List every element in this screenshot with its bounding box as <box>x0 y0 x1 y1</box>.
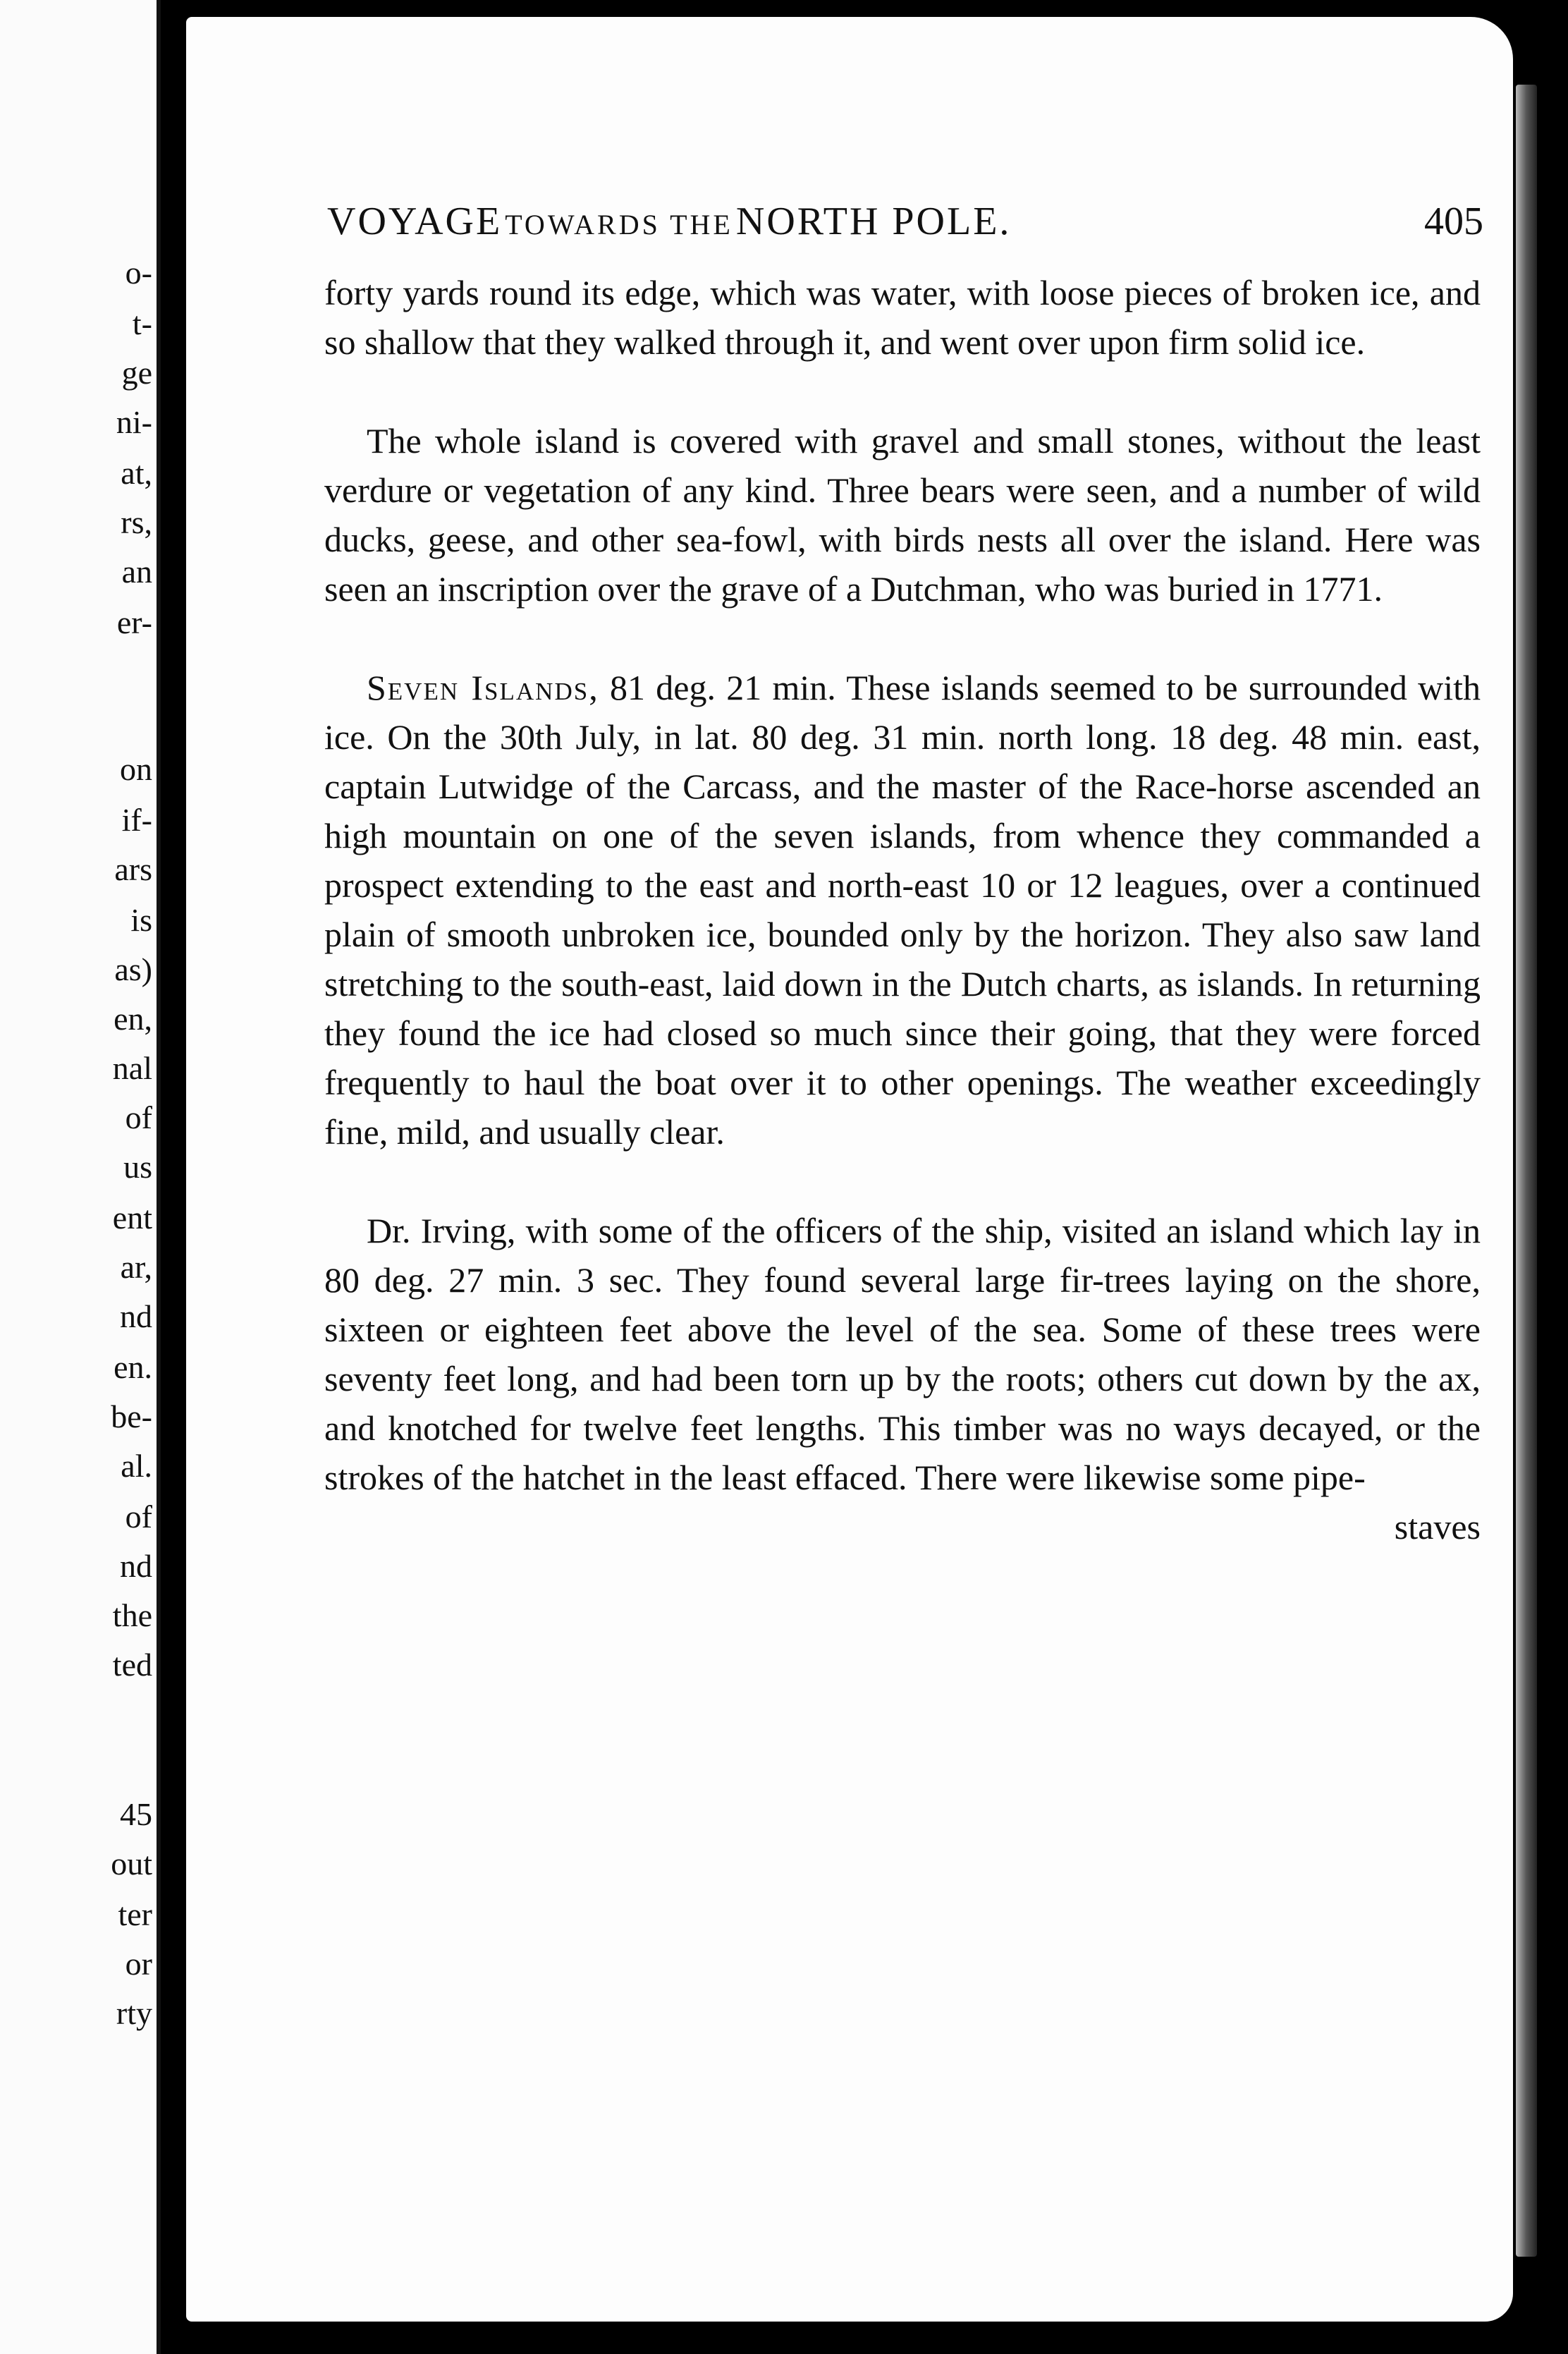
left-fragment: er- <box>116 604 152 640</box>
left-fragment: is <box>130 902 152 938</box>
left-fragment: en. <box>114 1349 152 1385</box>
left-fragment: if- <box>121 802 152 838</box>
left-fragment: nd <box>120 1548 152 1584</box>
left-fragment: the <box>112 1597 152 1633</box>
page-gutter <box>157 0 161 2354</box>
left-fragment: of <box>125 1099 152 1135</box>
running-header <box>327 199 1483 255</box>
left-fragment: rs, <box>121 504 152 540</box>
left-fragment: be- <box>111 1398 152 1434</box>
paragraph-seven-islands <box>324 663 1481 1157</box>
paragraph-island-description: The whole island is covered with gravel and small stones, without the least verdure or vegetation of any kind. Three bears were seen, and a number of wild ducks, geese, and other sea-fowl, with birds nests all over the island. Here was seen an inscription over the grave of a Dutchman, who was buried in 1771. <box>324 421 1481 609</box>
catchword: staves <box>1394 1507 1481 1547</box>
left-fragment: t- <box>132 305 152 341</box>
left-fragment: al. <box>121 1448 152 1484</box>
paragraph-continuation: forty yards round its edge, which was water, with loose pieces of broken ice, and so shallow that they walked through it, and went over upon firm solid ice. <box>324 273 1481 362</box>
left-fragment: rty <box>116 1995 152 2031</box>
left-fragment: or <box>125 1946 152 1982</box>
left-facing-page <box>0 0 161 2354</box>
left-fragment: of <box>125 1499 152 1535</box>
left-fragment: us <box>123 1149 152 1185</box>
left-fragment: out <box>111 1846 152 1882</box>
left-fragment: ge <box>121 355 152 391</box>
running-head-towards-the: TOWARDS THE <box>505 209 733 240</box>
seven-islands-heading: Seven Islands, <box>367 668 599 707</box>
left-fragment: on <box>120 751 152 787</box>
left-fragment: nal <box>112 1050 152 1086</box>
seven-islands-text: 81 deg. 21 min. These islands seemed to be surrounded with ice. On the 30th July, in lat. 80 deg. 31 min. north long. 18 deg. 48 min. east, captain Lutwidge of the Carcass, and the master of the Race-horse ascended an high mountain on one of the seven islands, from whence they commanded a prospect extending to the east and north-east 10 or 12 leagues, over a continued plain of smooth unbroken ice, bounded only by the horizon. They also saw land stretching to the south-east, laid down in the Dutch charts, as islands. In returning they found the ice had closed so much since their going, that they were forced frequently to haul the boat over it to other openings. The weather exceedingly fine, mild, and usually clear. <box>324 668 1481 1152</box>
left-fragment: en, <box>114 1001 152 1037</box>
left-fragment: ni- <box>116 404 152 440</box>
paragraph-dr-irving: Dr. Irving, with some of the officers of the ship, visited an island which lay in 80 deg. 27 min. 3 sec. They found several large fir-trees laying on the shore, sixteen or eighteen feet above the level of the sea. Some of these trees were seventy feet long, and had been torn up by the roots; others cut down by the ax, and knotched for twelve feet lengths. This timber was no ways decayed, or the strokes of the hatchet in the least effaced. There were likewise some pipe- <box>324 1211 1481 1497</box>
page-number: 405 <box>1424 200 1483 243</box>
left-fragment: o- <box>125 255 152 291</box>
left-fragment: 45 <box>120 1796 152 1832</box>
left-fragment: nd <box>120 1298 152 1334</box>
main-page <box>186 17 1513 2322</box>
left-fragment: ar, <box>120 1249 152 1285</box>
left-fragment: ars <box>114 851 152 887</box>
left-fragment: ted <box>112 1647 152 1683</box>
running-head-voyage: VOYAGE <box>327 200 503 243</box>
running-head-north-pole: NORTH POLE. <box>735 200 1012 243</box>
left-fragment: ter <box>118 1896 152 1932</box>
page-edge-shadow <box>1516 85 1537 2257</box>
body-text <box>324 268 1481 1551</box>
left-fragment: as) <box>114 951 152 987</box>
left-fragment: ent <box>112 1200 152 1236</box>
left-fragment: an <box>121 554 152 590</box>
left-fragment: at, <box>121 455 152 491</box>
